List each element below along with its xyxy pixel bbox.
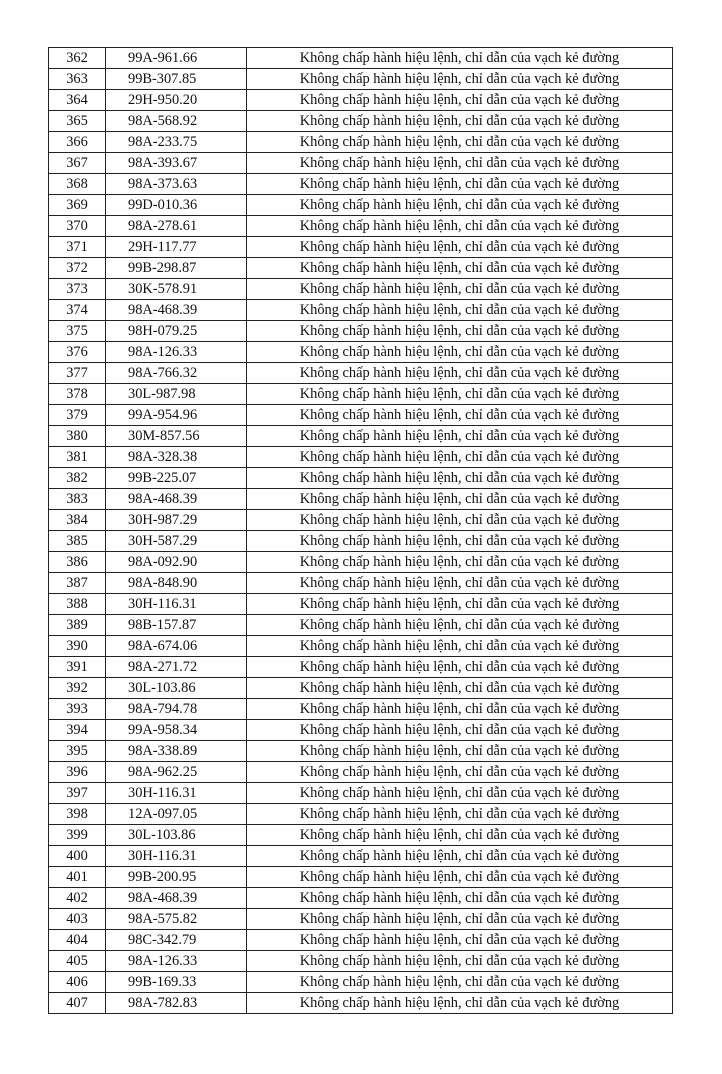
row-number-cell: 371 bbox=[49, 237, 106, 258]
table-row bbox=[49, 111, 673, 132]
row-number-cell: 393 bbox=[49, 699, 106, 720]
row-number-cell: 384 bbox=[49, 510, 106, 531]
violation-cell: Không chấp hành hiệu lệnh, chỉ dẫn của vạch kẻ đường bbox=[247, 426, 673, 447]
license-plate-cell: 12A-097.05 bbox=[106, 804, 247, 825]
table-row bbox=[49, 468, 673, 489]
violation-cell: Không chấp hành hiệu lệnh, chỉ dẫn của vạch kẻ đường bbox=[247, 930, 673, 951]
row-number-cell: 395 bbox=[49, 741, 106, 762]
table-row bbox=[49, 132, 673, 153]
violation-cell: Không chấp hành hiệu lệnh, chỉ dẫn của vạch kẻ đường bbox=[247, 594, 673, 615]
table-row bbox=[49, 195, 673, 216]
license-plate-cell: 98A-575.82 bbox=[106, 909, 247, 930]
row-number-cell: 378 bbox=[49, 384, 106, 405]
row-number-cell: 379 bbox=[49, 405, 106, 426]
table-row bbox=[49, 426, 673, 447]
violation-cell: Không chấp hành hiệu lệnh, chỉ dẫn của vạch kẻ đường bbox=[247, 573, 673, 594]
table-row bbox=[49, 447, 673, 468]
table-row bbox=[49, 174, 673, 195]
violation-cell: Không chấp hành hiệu lệnh, chỉ dẫn của vạch kẻ đường bbox=[247, 720, 673, 741]
violation-cell: Không chấp hành hiệu lệnh, chỉ dẫn của vạch kẻ đường bbox=[247, 447, 673, 468]
violation-cell: Không chấp hành hiệu lệnh, chỉ dẫn của vạch kẻ đường bbox=[247, 888, 673, 909]
license-plate-cell: 30H-116.31 bbox=[106, 846, 247, 867]
license-plate-cell: 99D-010.36 bbox=[106, 195, 247, 216]
table-row bbox=[49, 825, 673, 846]
row-number-cell: 396 bbox=[49, 762, 106, 783]
row-number-cell: 402 bbox=[49, 888, 106, 909]
table-row bbox=[49, 804, 673, 825]
license-plate-cell: 30K-578.91 bbox=[106, 279, 247, 300]
violation-cell: Không chấp hành hiệu lệnh, chỉ dẫn của vạch kẻ đường bbox=[247, 783, 673, 804]
table-row bbox=[49, 930, 673, 951]
row-number-cell: 372 bbox=[49, 258, 106, 279]
license-plate-cell: 98A-468.39 bbox=[106, 489, 247, 510]
license-plate-cell: 98A-393.67 bbox=[106, 153, 247, 174]
table-row bbox=[49, 90, 673, 111]
license-plate-cell: 98A-328.38 bbox=[106, 447, 247, 468]
violation-cell: Không chấp hành hiệu lệnh, chỉ dẫn của vạch kẻ đường bbox=[247, 363, 673, 384]
license-plate-cell: 99B-200.95 bbox=[106, 867, 247, 888]
table-row bbox=[49, 783, 673, 804]
license-plate-cell: 98A-674.06 bbox=[106, 636, 247, 657]
table-row bbox=[49, 258, 673, 279]
table-row bbox=[49, 510, 673, 531]
violation-cell: Không chấp hành hiệu lệnh, chỉ dẫn của vạch kẻ đường bbox=[247, 111, 673, 132]
violation-cell: Không chấp hành hiệu lệnh, chỉ dẫn của vạch kẻ đường bbox=[247, 405, 673, 426]
license-plate-cell: 30H-587.29 bbox=[106, 531, 247, 552]
table-row bbox=[49, 993, 673, 1014]
row-number-cell: 401 bbox=[49, 867, 106, 888]
table-row bbox=[49, 888, 673, 909]
row-number-cell: 403 bbox=[49, 909, 106, 930]
violation-cell: Không chấp hành hiệu lệnh, chỉ dẫn của vạch kẻ đường bbox=[247, 489, 673, 510]
row-number-cell: 375 bbox=[49, 321, 106, 342]
violation-cell: Không chấp hành hiệu lệnh, chỉ dẫn của vạch kẻ đường bbox=[247, 279, 673, 300]
table-row bbox=[49, 48, 673, 69]
violation-cell: Không chấp hành hiệu lệnh, chỉ dẫn của vạch kẻ đường bbox=[247, 195, 673, 216]
table-row bbox=[49, 573, 673, 594]
license-plate-cell: 98A-233.75 bbox=[106, 132, 247, 153]
violation-cell: Không chấp hành hiệu lệnh, chỉ dẫn của vạch kẻ đường bbox=[247, 825, 673, 846]
row-number-cell: 381 bbox=[49, 447, 106, 468]
table-row bbox=[49, 279, 673, 300]
license-plate-cell: 30M-857.56 bbox=[106, 426, 247, 447]
violation-cell: Không chấp hành hiệu lệnh, chỉ dẫn của vạch kẻ đường bbox=[247, 909, 673, 930]
violation-cell: Không chấp hành hiệu lệnh, chỉ dẫn của vạch kẻ đường bbox=[247, 804, 673, 825]
violation-cell: Không chấp hành hiệu lệnh, chỉ dẫn của vạch kẻ đường bbox=[247, 258, 673, 279]
row-number-cell: 397 bbox=[49, 783, 106, 804]
table-row bbox=[49, 594, 673, 615]
row-number-cell: 398 bbox=[49, 804, 106, 825]
table-row bbox=[49, 909, 673, 930]
table-row bbox=[49, 552, 673, 573]
violation-cell: Không chấp hành hiệu lệnh, chỉ dẫn của vạch kẻ đường bbox=[247, 153, 673, 174]
violation-cell: Không chấp hành hiệu lệnh, chỉ dẫn của vạch kẻ đường bbox=[247, 342, 673, 363]
violation-cell: Không chấp hành hiệu lệnh, chỉ dẫn của vạch kẻ đường bbox=[247, 90, 673, 111]
license-plate-cell: 99B-169.33 bbox=[106, 972, 247, 993]
license-plate-cell: 98A-568.92 bbox=[106, 111, 247, 132]
license-plate-cell: 30L-103.86 bbox=[106, 825, 247, 846]
table-row bbox=[49, 846, 673, 867]
license-plate-cell: 99B-307.85 bbox=[106, 69, 247, 90]
violation-cell: Không chấp hành hiệu lệnh, chỉ dẫn của vạch kẻ đường bbox=[247, 237, 673, 258]
license-plate-cell: 30L-987.98 bbox=[106, 384, 247, 405]
license-plate-cell: 98A-848.90 bbox=[106, 573, 247, 594]
license-plate-cell: 99B-225.07 bbox=[106, 468, 247, 489]
table-row bbox=[49, 216, 673, 237]
table-row bbox=[49, 489, 673, 510]
license-plate-cell: 98A-468.39 bbox=[106, 300, 247, 321]
license-plate-cell: 98A-782.83 bbox=[106, 993, 247, 1014]
row-number-cell: 363 bbox=[49, 69, 106, 90]
row-number-cell: 405 bbox=[49, 951, 106, 972]
violation-cell: Không chấp hành hiệu lệnh, chỉ dẫn của vạch kẻ đường bbox=[247, 657, 673, 678]
row-number-cell: 388 bbox=[49, 594, 106, 615]
license-plate-cell: 98C-342.79 bbox=[106, 930, 247, 951]
row-number-cell: 394 bbox=[49, 720, 106, 741]
table-row bbox=[49, 741, 673, 762]
violation-cell: Không chấp hành hiệu lệnh, chỉ dẫn của vạch kẻ đường bbox=[247, 993, 673, 1014]
row-number-cell: 389 bbox=[49, 615, 106, 636]
violation-cell: Không chấp hành hiệu lệnh, chỉ dẫn của vạch kẻ đường bbox=[247, 384, 673, 405]
violation-cell: Không chấp hành hiệu lệnh, chỉ dẫn của vạch kẻ đường bbox=[247, 678, 673, 699]
license-plate-cell: 98A-278.61 bbox=[106, 216, 247, 237]
row-number-cell: 386 bbox=[49, 552, 106, 573]
row-number-cell: 392 bbox=[49, 678, 106, 699]
license-plate-cell: 98B-157.87 bbox=[106, 615, 247, 636]
violation-cell: Không chấp hành hiệu lệnh, chỉ dẫn của vạch kẻ đường bbox=[247, 174, 673, 195]
violation-cell: Không chấp hành hiệu lệnh, chỉ dẫn của vạch kẻ đường bbox=[247, 762, 673, 783]
violation-cell: Không chấp hành hiệu lệnh, chỉ dẫn của vạch kẻ đường bbox=[247, 636, 673, 657]
violation-cell: Không chấp hành hiệu lệnh, chỉ dẫn của vạch kẻ đường bbox=[247, 468, 673, 489]
table-row bbox=[49, 699, 673, 720]
license-plate-cell: 30H-987.29 bbox=[106, 510, 247, 531]
row-number-cell: 368 bbox=[49, 174, 106, 195]
row-number-cell: 374 bbox=[49, 300, 106, 321]
table-row bbox=[49, 300, 673, 321]
license-plate-cell: 98A-126.33 bbox=[106, 951, 247, 972]
table-row bbox=[49, 153, 673, 174]
violation-cell: Không chấp hành hiệu lệnh, chỉ dẫn của vạch kẻ đường bbox=[247, 216, 673, 237]
table-row bbox=[49, 867, 673, 888]
table-row bbox=[49, 678, 673, 699]
violation-table bbox=[48, 47, 673, 1014]
table-row bbox=[49, 531, 673, 552]
violation-cell: Không chấp hành hiệu lệnh, chỉ dẫn của vạch kẻ đường bbox=[247, 69, 673, 90]
row-number-cell: 369 bbox=[49, 195, 106, 216]
violation-cell: Không chấp hành hiệu lệnh, chỉ dẫn của vạch kẻ đường bbox=[247, 867, 673, 888]
license-plate-cell: 98A-373.63 bbox=[106, 174, 247, 195]
violation-cell: Không chấp hành hiệu lệnh, chỉ dẫn của vạch kẻ đường bbox=[247, 510, 673, 531]
violation-cell: Không chấp hành hiệu lệnh, chỉ dẫn của vạch kẻ đường bbox=[247, 951, 673, 972]
license-plate-cell: 98A-338.89 bbox=[106, 741, 247, 762]
license-plate-cell: 29H-950.20 bbox=[106, 90, 247, 111]
license-plate-cell: 99B-298.87 bbox=[106, 258, 247, 279]
violation-cell: Không chấp hành hiệu lệnh, chỉ dẫn của vạch kẻ đường bbox=[247, 741, 673, 762]
violation-list-page bbox=[48, 47, 673, 1014]
table-row bbox=[49, 762, 673, 783]
license-plate-cell: 98A-766.32 bbox=[106, 363, 247, 384]
row-number-cell: 383 bbox=[49, 489, 106, 510]
violation-cell: Không chấp hành hiệu lệnh, chỉ dẫn của vạch kẻ đường bbox=[247, 615, 673, 636]
row-number-cell: 370 bbox=[49, 216, 106, 237]
row-number-cell: 387 bbox=[49, 573, 106, 594]
row-number-cell: 376 bbox=[49, 342, 106, 363]
row-number-cell: 362 bbox=[49, 48, 106, 69]
row-number-cell: 391 bbox=[49, 657, 106, 678]
row-number-cell: 365 bbox=[49, 111, 106, 132]
table-row bbox=[49, 69, 673, 90]
violation-cell: Không chấp hành hiệu lệnh, chỉ dẫn của vạch kẻ đường bbox=[247, 972, 673, 993]
license-plate-cell: 30L-103.86 bbox=[106, 678, 247, 699]
license-plate-cell: 30H-116.31 bbox=[106, 783, 247, 804]
violation-cell: Không chấp hành hiệu lệnh, chỉ dẫn của vạch kẻ đường bbox=[247, 552, 673, 573]
row-number-cell: 390 bbox=[49, 636, 106, 657]
table-row bbox=[49, 720, 673, 741]
table-row bbox=[49, 384, 673, 405]
row-number-cell: 366 bbox=[49, 132, 106, 153]
row-number-cell: 406 bbox=[49, 972, 106, 993]
row-number-cell: 407 bbox=[49, 993, 106, 1014]
license-plate-cell: 98A-092.90 bbox=[106, 552, 247, 573]
row-number-cell: 364 bbox=[49, 90, 106, 111]
row-number-cell: 382 bbox=[49, 468, 106, 489]
license-plate-cell: 98A-271.72 bbox=[106, 657, 247, 678]
license-plate-cell: 99A-961.66 bbox=[106, 48, 247, 69]
violation-cell: Không chấp hành hiệu lệnh, chỉ dẫn của vạch kẻ đường bbox=[247, 846, 673, 867]
table-row bbox=[49, 972, 673, 993]
license-plate-cell: 99A-954.96 bbox=[106, 405, 247, 426]
license-plate-cell: 99A-958.34 bbox=[106, 720, 247, 741]
row-number-cell: 367 bbox=[49, 153, 106, 174]
violation-cell: Không chấp hành hiệu lệnh, chỉ dẫn của vạch kẻ đường bbox=[247, 531, 673, 552]
row-number-cell: 380 bbox=[49, 426, 106, 447]
violation-table-body bbox=[49, 48, 673, 1014]
table-row bbox=[49, 237, 673, 258]
violation-cell: Không chấp hành hiệu lệnh, chỉ dẫn của vạch kẻ đường bbox=[247, 300, 673, 321]
table-row bbox=[49, 363, 673, 384]
row-number-cell: 404 bbox=[49, 930, 106, 951]
table-row bbox=[49, 657, 673, 678]
table-row bbox=[49, 321, 673, 342]
violation-cell: Không chấp hành hiệu lệnh, chỉ dẫn của vạch kẻ đường bbox=[247, 132, 673, 153]
license-plate-cell: 98A-794.78 bbox=[106, 699, 247, 720]
table-row bbox=[49, 951, 673, 972]
row-number-cell: 373 bbox=[49, 279, 106, 300]
table-row bbox=[49, 405, 673, 426]
row-number-cell: 399 bbox=[49, 825, 106, 846]
violation-cell: Không chấp hành hiệu lệnh, chỉ dẫn của vạch kẻ đường bbox=[247, 321, 673, 342]
violation-cell: Không chấp hành hiệu lệnh, chỉ dẫn của vạch kẻ đường bbox=[247, 699, 673, 720]
table-row bbox=[49, 636, 673, 657]
license-plate-cell: 98A-126.33 bbox=[106, 342, 247, 363]
license-plate-cell: 29H-117.77 bbox=[106, 237, 247, 258]
table-row bbox=[49, 615, 673, 636]
row-number-cell: 377 bbox=[49, 363, 106, 384]
license-plate-cell: 98A-962.25 bbox=[106, 762, 247, 783]
license-plate-cell: 98A-468.39 bbox=[106, 888, 247, 909]
license-plate-cell: 30H-116.31 bbox=[106, 594, 247, 615]
row-number-cell: 385 bbox=[49, 531, 106, 552]
license-plate-cell: 98H-079.25 bbox=[106, 321, 247, 342]
table-row bbox=[49, 342, 673, 363]
row-number-cell: 400 bbox=[49, 846, 106, 867]
violation-cell: Không chấp hành hiệu lệnh, chỉ dẫn của vạch kẻ đường bbox=[247, 48, 673, 69]
